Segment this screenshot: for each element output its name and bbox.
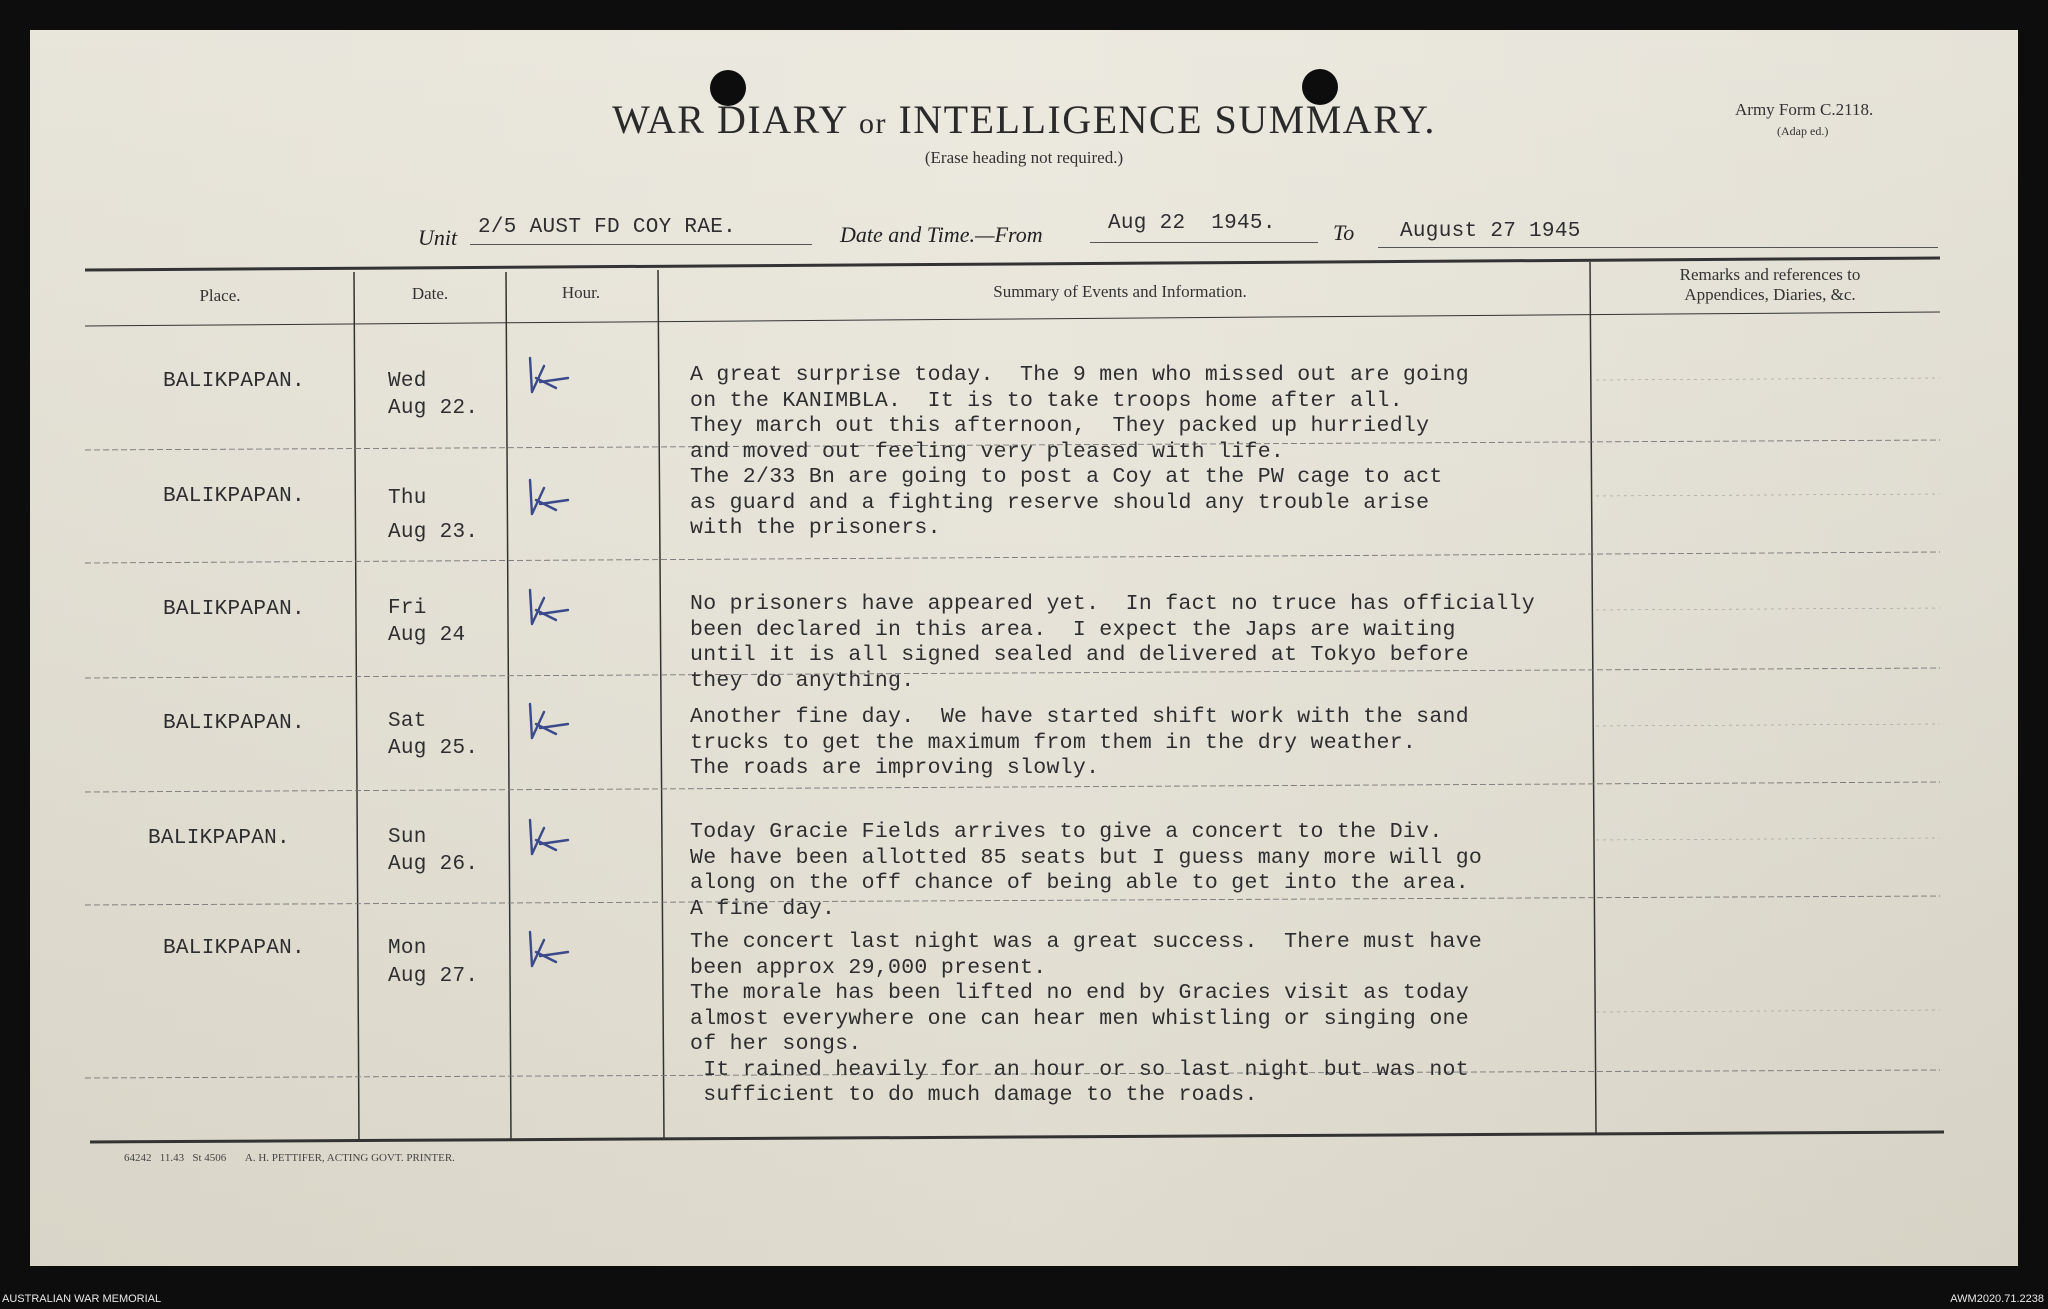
initials-mark-icon: [516, 926, 578, 976]
entry-6-date: Mon Aug 27.: [388, 937, 479, 988]
initials-mark-icon: [516, 814, 578, 864]
army-form-number: Army Form C.2118.: [1735, 100, 1874, 119]
entry-6-summary: The concert last night was a great success. There must have been approx 29,000 present. The morale has been lifted no end by Gracies visit as today almost everywhere one can hear men whistling or singing one of her songs. It rained heavily for an hour or so last night but was not sufficient to do much damage to the roads.: [690, 930, 1483, 1107]
entry-1-summary: A great surprise today. The 9 men who missed out are going on the KANIMBLA. It is to take troops home after all. They march out this afternoon, They packed up hurriedly and moved out feeling very pleased with life.: [690, 363, 1469, 464]
entry-1-date: Wed Aug 22.: [388, 370, 479, 420]
date-label: Date and Time.—From: [840, 222, 1043, 247]
entry-1-place: BALIKPAPAN.: [163, 370, 305, 393]
entry-3-summary: No prisoners have appeared yet. In fact no truce has officially been declared in this area. I expect the Japs are waiting until it is all signed sealed and delivered at Tokyo before they do anything.: [690, 592, 1535, 693]
unit-value: 2/5 AUST FD COY RAE.: [478, 216, 737, 239]
entry-2-place: BALIKPAPAN.: [163, 485, 305, 508]
entry-6-place: BALIKPAPAN.: [163, 937, 305, 960]
initials-mark-icon: [516, 698, 578, 748]
army-form-sub: (Adap ed.): [1777, 124, 1829, 138]
column-header-hour: Hour.: [561, 283, 601, 302]
date-to-underline: [1378, 247, 1938, 248]
to-label: To: [1333, 220, 1355, 245]
column-header-date: Date.: [411, 284, 449, 303]
entry-3-place: BALIKPAPAN.: [163, 598, 305, 621]
initials-mark-icon: [516, 474, 578, 524]
entry-5-summary: Today Gracie Fields arrives to give a concert to the Div. We have been allotted 85 seats but I guess many more will go along on the off chance of being able to get into the area. A fine day.: [690, 820, 1483, 921]
entry-5-date: Sun Aug 26.: [388, 826, 479, 876]
column-header-summary: Summary of Events and Information.: [993, 282, 1247, 301]
date-to: August 27 1945: [1400, 220, 1581, 243]
unit-label: Unit: [418, 225, 458, 250]
archive-caption: AUSTRALIAN WAR MEMORIAL: [2, 1293, 162, 1305]
entry-2-date: Thu Aug 23.: [388, 487, 479, 544]
entry-4-place: BALIKPAPAN.: [163, 712, 305, 735]
archive-reference: AWM2020.71.2238: [1950, 1293, 2044, 1305]
entry-4-summary: Another fine day. We have started shift work with the sand trucks to get the maximum from them in the dry weather. The roads are improving slowly.: [690, 705, 1469, 780]
column-header-remarks: Remarks and references to Appendices, Diaries, &c.: [1679, 265, 1861, 304]
entry-5-place: BALIKPAPAN.: [148, 827, 290, 850]
form-title: WAR DIARY or INTELLIGENCE SUMMARY.: [612, 97, 1436, 142]
initials-mark-icon: [516, 352, 578, 402]
entry-4-date: Sat Aug 25.: [388, 710, 479, 760]
erase-note: (Erase heading not required.): [924, 148, 1124, 167]
printer-footer: 64242 11.43 St 4506 A. H. PETTIFER, ACTING GOVT. PRINTER.: [124, 1152, 455, 1164]
date-from-underline: [1090, 242, 1318, 243]
initials-mark-icon: [516, 584, 578, 634]
entry-3-date: Fri Aug 24: [388, 597, 466, 647]
date-from: Aug 22 1945.: [1108, 212, 1276, 235]
unit-underline: [470, 244, 812, 245]
column-header-place: Place.: [199, 286, 241, 305]
entry-2-summary: The 2/33 Bn are going to post a Coy at the PW cage to act as guard and a fighting reserve should any trouble arise with the prisoners.: [690, 465, 1443, 540]
